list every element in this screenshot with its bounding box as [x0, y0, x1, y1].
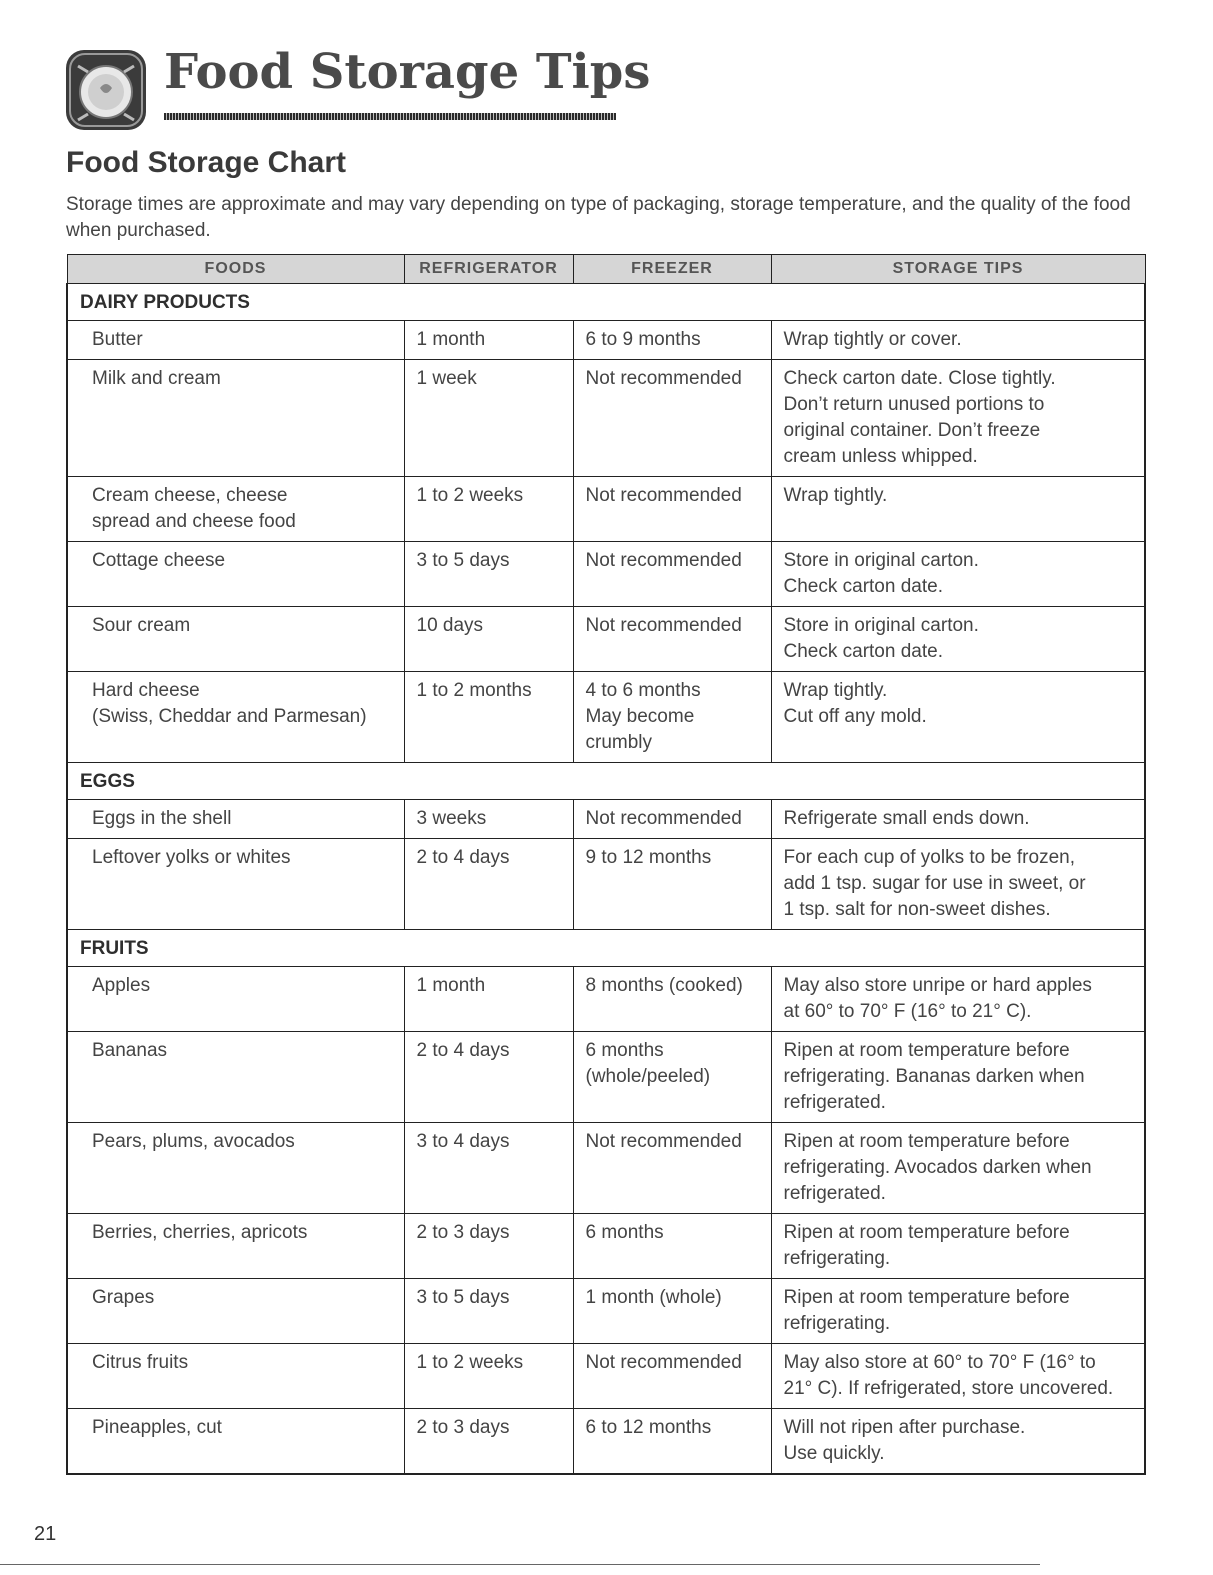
refrigerator-cell: 1 to 2 weeks [404, 1344, 573, 1409]
storage-tips-cell: Wrap tightly. Cut off any mold. [771, 672, 1145, 763]
food-cell: Pineapples, cut [67, 1409, 404, 1475]
category-row [67, 763, 1145, 800]
storage-tips-cell: Ripen at room temperature before refrigerating. [771, 1279, 1145, 1344]
table-row [67, 477, 1145, 542]
freezer-cell: 8 months (cooked) [573, 967, 771, 1032]
table-row [67, 1214, 1145, 1279]
storage-tips-cell: Ripen at room temperature before refrigerating. [771, 1214, 1145, 1279]
category-row [67, 930, 1145, 967]
table-row [67, 1409, 1145, 1475]
title-underline [164, 113, 616, 120]
storage-tips-cell: Check carton date. Close tightly. Don’t return unused portions to original container. Don’t freeze cream unless whipped. [771, 360, 1145, 477]
food-cell: Grapes [67, 1279, 404, 1344]
footer-rule [0, 1564, 1040, 1565]
storage-tips-cell: Ripen at room temperature before refrigerating. Avocados darken when refrigerated. [771, 1123, 1145, 1214]
column-header-refrigerator: REFRIGERATOR [404, 255, 573, 284]
refrigerator-cell: 1 week [404, 360, 573, 477]
refrigerator-cell: 2 to 4 days [404, 1032, 573, 1123]
refrigerator-cell: 1 to 2 weeks [404, 477, 573, 542]
freezer-cell: Not recommended [573, 1123, 771, 1214]
food-cell: Bananas [67, 1032, 404, 1123]
table-row [67, 607, 1145, 672]
food-cell: Cottage cheese [67, 542, 404, 607]
refrigerator-cell: 1 month [404, 321, 573, 360]
table-row [67, 800, 1145, 839]
refrigerator-cell: 2 to 4 days [404, 839, 573, 930]
storage-tips-cell: Refrigerate small ends down. [771, 800, 1145, 839]
freezer-cell: Not recommended [573, 477, 771, 542]
food-cell: Pears, plums, avocados [67, 1123, 404, 1214]
food-storage-table [66, 254, 1146, 1475]
refrigerator-cell: 3 to 4 days [404, 1123, 573, 1214]
table-row [67, 839, 1145, 930]
food-cell: Eggs in the shell [67, 800, 404, 839]
table-header-row [67, 255, 1145, 284]
storage-tips-cell: Store in original carton. Check carton date. [771, 607, 1145, 672]
refrigerator-cell: 2 to 3 days [404, 1409, 573, 1475]
freezer-cell: Not recommended [573, 800, 771, 839]
freezer-cell: 6 months (whole/peeled) [573, 1032, 771, 1123]
food-cell: Hard cheese (Swiss, Cheddar and Parmesan) [67, 672, 404, 763]
freezer-cell: 1 month (whole) [573, 1279, 771, 1344]
refrigerator-cell: 10 days [404, 607, 573, 672]
category-label: DAIRY PRODUCTS [67, 284, 1145, 321]
refrigerator-cell: 3 to 5 days [404, 542, 573, 607]
page-number: 21 [34, 1523, 57, 1545]
storage-tips-cell: Wrap tightly or cover. [771, 321, 1145, 360]
category-row [67, 284, 1145, 321]
column-header-storage-tips: STORAGE TIPS [771, 255, 1145, 284]
table-row [67, 360, 1145, 477]
table-row [67, 1032, 1145, 1123]
table-row [67, 672, 1145, 763]
refrigerator-cell: 1 month [404, 967, 573, 1032]
food-cell: Citrus fruits [67, 1344, 404, 1409]
freezer-cell: Not recommended [573, 360, 771, 477]
freezer-cell: 9 to 12 months [573, 839, 771, 930]
table-row [67, 1279, 1145, 1344]
table-row [67, 967, 1145, 1032]
refrigerator-cell: 1 to 2 months [404, 672, 573, 763]
storage-tips-cell: Ripen at room temperature before refrigerating. Bananas darken when refrigerated. [771, 1032, 1145, 1123]
refrigerator-cell: 3 to 5 days [404, 1279, 573, 1344]
intro-text: Storage times are approximate and may vary depending on type of packaging, storage temperature, and the quality of the food when purchased. [66, 194, 1131, 241]
food-cell: Cream cheese, cheese spread and cheese food [67, 477, 404, 542]
food-cell: Apples [67, 967, 404, 1032]
refrigerator-cell: 2 to 3 days [404, 1214, 573, 1279]
column-header-foods: FOODS [67, 255, 404, 284]
storage-tips-cell: Store in original carton. Check carton date. [771, 542, 1145, 607]
food-cell: Milk and cream [67, 360, 404, 477]
page-title: Food Storage Tips [164, 44, 651, 100]
page-header [64, 40, 651, 130]
food-storage-logo-icon [64, 48, 148, 132]
freezer-cell: 6 to 12 months [573, 1409, 771, 1475]
food-cell: Butter [67, 321, 404, 360]
food-cell: Berries, cherries, apricots [67, 1214, 404, 1279]
table-row [67, 321, 1145, 360]
category-label: EGGS [67, 763, 1145, 800]
refrigerator-cell: 3 weeks [404, 800, 573, 839]
freezer-cell: 6 months [573, 1214, 771, 1279]
column-header-freezer: FREEZER [573, 255, 771, 284]
table-row [67, 1123, 1145, 1214]
freezer-cell: 6 to 9 months [573, 321, 771, 360]
storage-tips-cell: Will not ripen after purchase. Use quickly. [771, 1409, 1145, 1475]
category-label: FRUITS [67, 930, 1145, 967]
storage-tips-cell: May also store at 60° to 70° F (16° to 21° C). If refrigerated, store uncovered. [771, 1344, 1145, 1409]
storage-tips-cell: Wrap tightly. [771, 477, 1145, 542]
freezer-cell: 4 to 6 months May become crumbly [573, 672, 771, 763]
table-row [67, 1344, 1145, 1409]
freezer-cell: Not recommended [573, 542, 771, 607]
section-heading: Food Storage Chart [66, 146, 347, 179]
food-cell: Sour cream [67, 607, 404, 672]
storage-tips-cell: May also store unripe or hard apples at 60° to 70° F (16° to 21° C). [771, 967, 1145, 1032]
food-cell: Leftover yolks or whites [67, 839, 404, 930]
freezer-cell: Not recommended [573, 607, 771, 672]
freezer-cell: Not recommended [573, 1344, 771, 1409]
table-row [67, 542, 1145, 607]
storage-tips-cell: For each cup of yolks to be frozen, add 1 tsp. sugar for use in sweet, or 1 tsp. salt for non-sweet dishes. [771, 839, 1145, 930]
